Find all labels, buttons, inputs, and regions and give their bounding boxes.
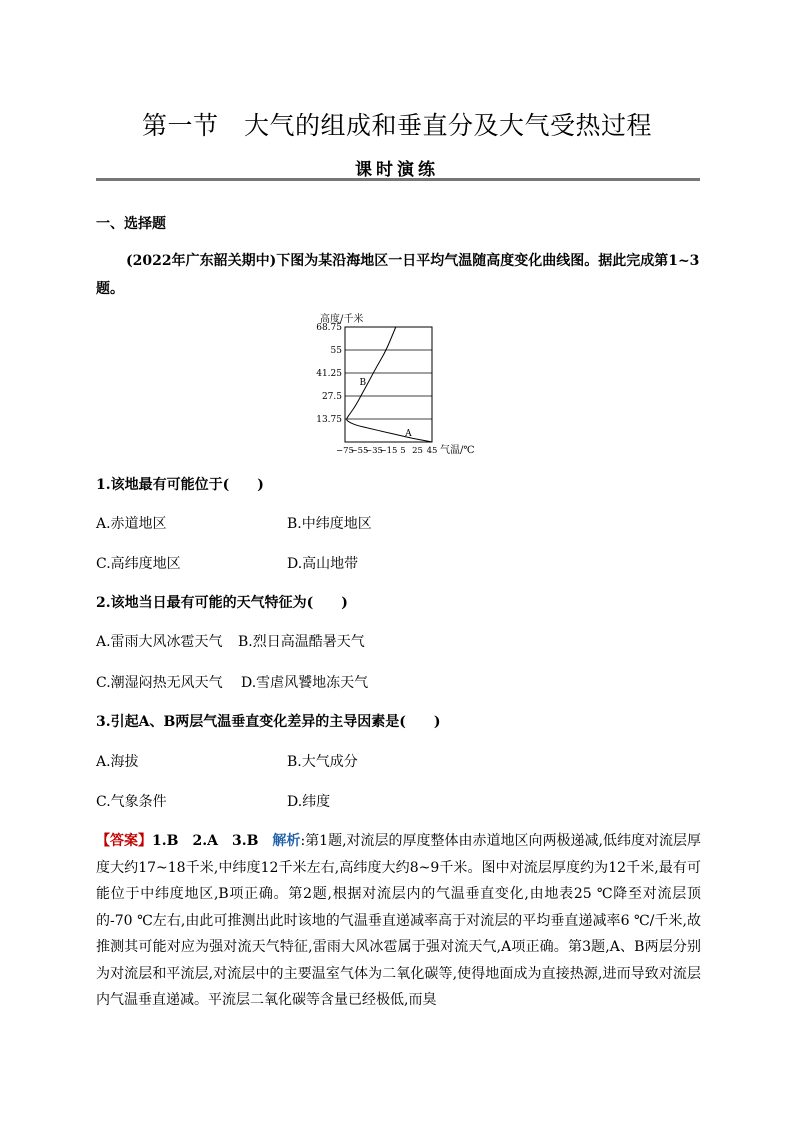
q3-option-c[interactable]: C.气象条件 xyxy=(96,794,167,810)
q3-option-b[interactable]: B.大气成分 xyxy=(287,754,358,770)
layer-label-b: B xyxy=(359,378,367,389)
x-tick-label-3: −15 xyxy=(379,446,398,456)
q3-option-d[interactable]: D.纬度 xyxy=(287,794,331,810)
section-heading: 一、选择题 xyxy=(96,216,166,232)
chart-y-ticks xyxy=(316,323,342,425)
page-title: 第一节 大气的组成和垂直分及大气受热过程 xyxy=(141,111,652,140)
temperature-altitude-chart xyxy=(300,305,500,460)
y-tick-label-2: 41.25 xyxy=(316,369,342,379)
page-subtitle: 课时演练 xyxy=(355,160,439,180)
x-tick-label-2: −35 xyxy=(365,446,383,456)
question-2-stem: 2.该地当日最有可能的天气特征为( ) xyxy=(96,595,348,611)
q1-option-c[interactable]: C.高纬度地区 xyxy=(96,556,181,572)
y-tick-label-3: 27.5 xyxy=(321,392,342,402)
y-tick-label-1: 55 xyxy=(330,346,342,356)
layer-label-a: A xyxy=(405,429,412,440)
analysis-label: 解析 xyxy=(272,833,301,849)
question-1-stem: 1.该地最有可能位于( ) xyxy=(96,477,264,493)
q2-option-b[interactable]: B.烈日高温酷暑天气 xyxy=(238,634,365,650)
q2-option-d[interactable]: D.雪虐风饕地冻天气 xyxy=(241,675,369,691)
x-tick-label-6: 45 xyxy=(426,446,438,456)
header-rule xyxy=(96,178,700,181)
y-tick-label-4: 13.75 xyxy=(316,415,342,425)
x-tick-label-0: −75 xyxy=(336,446,354,456)
q3-option-a[interactable]: A.海拔 xyxy=(96,754,139,770)
q2-option-c[interactable]: C.潮湿闷热无风天气 xyxy=(96,675,223,691)
answer-keys: 1.B 2.A 3.B xyxy=(152,833,259,849)
chart-x-ticks xyxy=(336,446,437,456)
chart-xlabel: 气温/℃ xyxy=(440,445,475,456)
x-tick-label-1: −55 xyxy=(350,446,369,456)
question-3-stem: 3.引起A、B两层气温垂直变化差异的主导因素是( ) xyxy=(96,714,441,730)
x-tick-label-4: 5 xyxy=(400,446,406,456)
q2-option-a[interactable]: A.雷雨大风冰雹天气 xyxy=(96,634,223,650)
answer-explanation xyxy=(96,828,701,1014)
x-tick-label-5: 25 xyxy=(412,446,423,456)
analysis-text: :第1题,对流层的厚度整体由赤道地区向两极递减,低纬度对流层厚度大约17~18千米,中纬度12千米左右,高纬度大约8~9千米。图中对流层厚度约为12千米,最有可能位于中纬度地区,B项正确。第2题,根据对流层内的气温垂直变化,由地表25 ℃降至对流层顶的-70 ℃左右,由此可推测出此时该地的气温垂直递减率高于对流层的平均垂直递减率6 ℃/千米,故推测其可能对应为强对流天气特征,雷雨大风冰雹属于强对流天气,A项正确。第3题,A、B两层分别为对流层和平流层,对流层中的主要温室气体为二氧化碳等,使得地面成为直接热源,进而导致对流层内气温垂直递减。平流层二氧化碳等含量已经极低,而臭 xyxy=(96,833,702,1008)
answer-tag: 【答案】 xyxy=(96,833,153,849)
q1-option-a[interactable]: A.赤道地区 xyxy=(96,516,167,532)
y-tick-label-0: 68.75 xyxy=(316,323,342,333)
chart-ylabel: 高度/千米 xyxy=(320,314,364,325)
q1-option-b[interactable]: B.中纬度地区 xyxy=(287,516,372,532)
question-intro: (2022年广东韶关期中)下图为某沿海地区一日平均气温随高度变化曲线图。据此完成第1~3题。 xyxy=(96,253,700,297)
q1-option-d[interactable]: D.高山地带 xyxy=(287,556,359,572)
